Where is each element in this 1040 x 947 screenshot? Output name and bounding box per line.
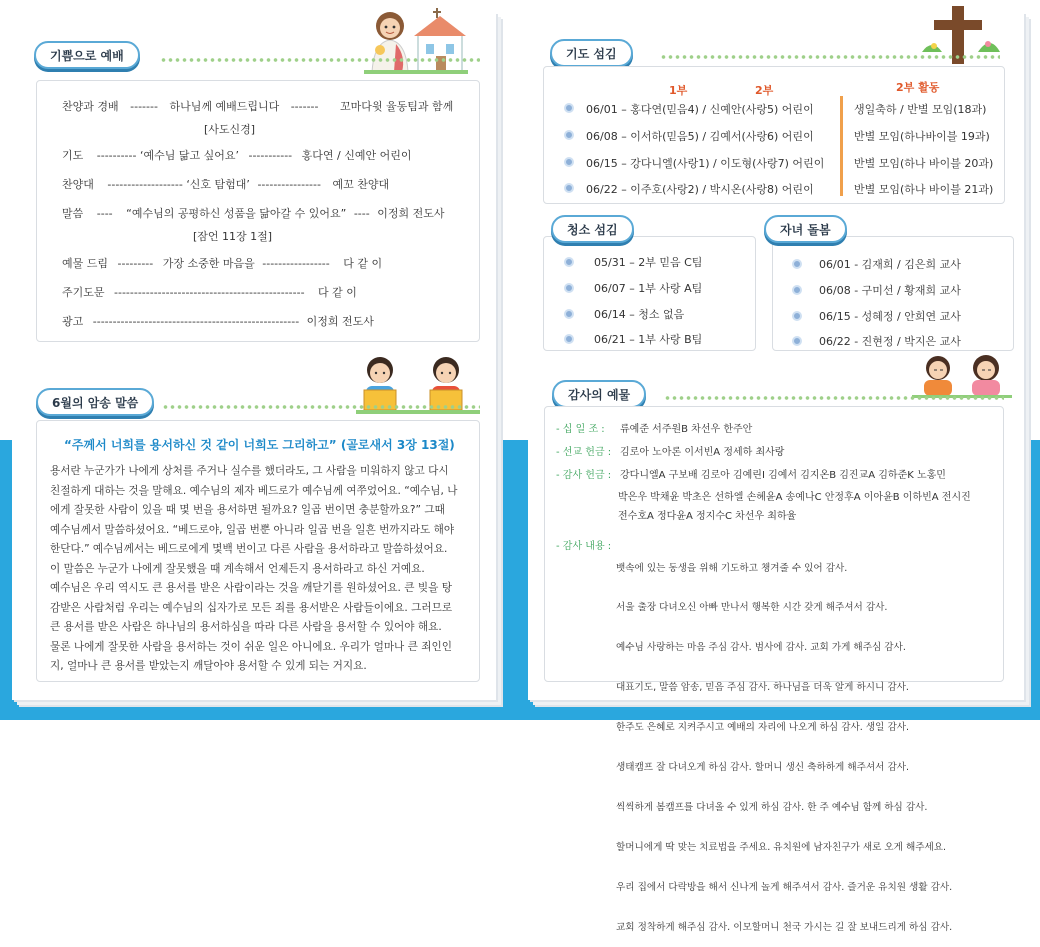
prayer-row: 06/08 – 이서하(믿음5) / 김예서(사랑6) 어린이 [586, 130, 814, 143]
mission-offering-label: - 선교 헌금 : [556, 447, 612, 458]
bullet-icon [792, 259, 802, 269]
thanks-line: 교회 정착하게 해주심 감사. 이모할머니 천국 가시는 길 잘 보내드리게 하심 감사. [616, 921, 953, 933]
worship-row-middle: “예수님의 공평하신 성품을 닮아갈 수 있어요” [126, 207, 347, 220]
worship-row-label: 기도 [62, 149, 84, 162]
verse-line: 친절하게 대하는 것을 말해요. 예수님의 제자 베드로가 예수님께 여쭈었어요. “예수님, 나 [50, 484, 458, 497]
thanks-line: 대표기도, 말씀 암송, 믿음 주심 감사. 하나님을 더욱 알게 하시니 감사. [616, 682, 909, 694]
worship-row-right: 이정희 전도사 [377, 207, 445, 220]
prayer-activity: 반별 모임(하나바이블 19과) [854, 130, 990, 143]
verse-line: 감받은 사람처럼 우리는 예수님의 십자가로 모든 죄를 용서받은 사람들이에요. 그러므로 [50, 601, 453, 614]
gratitude-dotted-line [664, 393, 1004, 403]
care-row: 06/01 - 김재희 / 김은희 교사 [819, 258, 961, 271]
thanks-line: 뱃속에 있는 동생을 위해 기도하고 챙겨줄 수 있어 감사. [616, 562, 848, 574]
worship-row-dash: ---- [353, 207, 370, 220]
worship-dotted-line [160, 55, 480, 65]
verse-line: 예수님께서 말씀하셨어요. “베드로야, 일곱 번뿐 아니라 일곱 번을 일흔 번까지라도 해야 [50, 523, 455, 536]
worship-row-dash: ---------- [96, 149, 137, 162]
thanks-line: 우리 집에서 다락방을 해서 신나게 놀게 해주셔서 감사. 즐거운 유치원 생활 감사. [616, 881, 953, 893]
prayer-col-head-1: 1부 [669, 84, 688, 97]
worship-row-dash: ------- [130, 100, 158, 113]
worship-row-dash: ---------------------------------------------------- [92, 315, 300, 328]
tithe-value: 류예준 서주원B 차선우 한주안 [620, 424, 753, 435]
worship-row-middle: ‘신호 탐험대’ [186, 178, 250, 191]
thanks-line: 서울 출장 다녀오신 아빠 만나서 행복한 시간 갖게 해주셔서 감사. [616, 602, 888, 614]
worship-row [62, 176, 389, 192]
care-row: 06/15 - 성혜정 / 안희연 교사 [819, 310, 961, 323]
prayer-row: 06/01 – 홍다연(믿음4) / 신예안(사랑5) 어린이 [586, 103, 814, 116]
worship-row-dash: ----------- [248, 149, 293, 162]
bullet-icon [564, 283, 574, 293]
verse-line: 지, 얼마나 큰 용서를 받았는지 깨달아야 용서할 수 있게 되는 거지요. [50, 660, 367, 672]
gratitude-section-title: 감사의 예물 [552, 380, 646, 408]
worship-row-right: 예꼬 찬양대 [332, 178, 390, 191]
prayer-section-title: 기도 섬김 [550, 39, 633, 67]
prayer-col-head-3: 2부 활동 [896, 81, 940, 94]
bullet-icon [564, 257, 574, 267]
worship-row [62, 205, 444, 221]
prayer-activity: 반별 모임(하나 바이블 20과) [854, 157, 994, 170]
worship-row-dash: --------- [117, 257, 154, 270]
bullet-icon [564, 309, 574, 319]
verse-line: 큰 용서를 받은 사람은 하나님의 용서하심을 따라 다른 사람을 용서할 수 있어야 해요. [50, 621, 442, 633]
bullet-icon [564, 103, 574, 113]
worship-row-right: 꼬마다윗 율동팀과 함께 [340, 100, 454, 113]
worship-row [62, 313, 374, 329]
worship-row-right: 다 같 이 [343, 257, 383, 270]
thanks-line: 한주도 은혜로 지켜주시고 예배의 자리에 나오게 하심 감사. 생일 감사. [616, 722, 910, 734]
bullet-icon [564, 334, 574, 344]
cleaning-row: 05/31 – 2부 믿음 C팀 [594, 256, 703, 269]
care-section-title: 자녀 돌봄 [764, 215, 847, 243]
worship-row [62, 284, 357, 300]
prayer-dotted-line [660, 52, 1000, 62]
worship-row-label: 광고 [62, 315, 84, 328]
thanks-line: 생태캠프 잘 다녀오게 하심 감사. 할머니 생신 축하하게 해주셔서 감사. [616, 762, 910, 774]
prayer-divider [840, 96, 843, 196]
jesus-church-illustration [360, 4, 470, 76]
verse-line: 예수님은 우리 역시도 큰 용서를 받은 사람이라는 것을 깨닫기를 원하셨어요. 큰 빚을 탕 [50, 582, 452, 594]
worship-row-label: 찬양대 [62, 178, 94, 191]
thanks-offering-value: 강다니엘A 구보배 김로아 김예린I 김예서 김지온B 김진교A 김하준K 노홍민 [620, 470, 946, 481]
verse-line: 물론 나에게 잘못한 사람을 용서하는 것이 쉬운 일은 아니에요. 우리가 얼마나 큰 죄인인 [50, 640, 452, 653]
thanks-offering-value-cont: 전수호A 정다윤A 정지수C 차선우 최하율 [618, 511, 797, 522]
worship-row-middle: ‘예수님 닮고 싶어요’ [139, 149, 239, 162]
cleaning-row: 06/21 – 1부 사랑 B팀 [594, 333, 703, 346]
worship-row-dash: ----------------- [262, 257, 330, 270]
worship-row-middle: 가장 소중한 마음을 [162, 257, 255, 270]
bullet-icon [564, 183, 574, 193]
worship-note: [잠언 11장 1절] [193, 230, 273, 243]
bullet-icon [564, 130, 574, 140]
thanks-line: 예수님 사랑하는 마음 주심 감사. 범사에 감사. 교회 가게 해주심 감사. [616, 642, 906, 654]
worship-note: [사도신경] [204, 123, 256, 136]
worship-row-dash: ------- [290, 100, 319, 113]
bullet-icon [792, 336, 802, 346]
prayer-col-head-2: 2부 [755, 84, 774, 97]
thanks-content [616, 535, 952, 947]
prayer-row: 06/15 – 강다니엘(사랑1) / 이도형(사랑7) 어린이 [586, 157, 825, 170]
verse-dotted-line [162, 402, 480, 412]
verse-section-title: 6월의 암송 말씀 [36, 388, 154, 416]
cleaning-row: 06/07 – 1부 사랑 A팀 [594, 282, 703, 295]
thanks-content-label: - 감사 내용 : [556, 541, 612, 552]
bullet-icon [564, 157, 574, 167]
verse-body [50, 462, 474, 677]
worship-row-right: 이정희 전도사 [306, 315, 374, 328]
prayer-activity: 반별 모임(하나 바이블 21과) [854, 183, 994, 196]
worship-row-label: 말씀 [62, 207, 84, 220]
worship-row-dash: ---- [96, 207, 113, 220]
cleaning-row: 06/14 – 청소 없음 [594, 308, 685, 321]
verse-line: 용서란 누군가가 나에게 상처를 주거나 실수를 했더라도, 그 사람을 미워하지 않고 다시 [50, 465, 449, 477]
verse-title: “주께서 너희를 용서하신 것 같이 너희도 그리하고” (골로새서 3장 13절) [64, 438, 455, 452]
worship-row-dash: ------------------- [107, 178, 183, 191]
worship-row-label: 주기도문 [62, 286, 105, 299]
worship-row [62, 147, 411, 163]
mission-offering-value: 김로아 노아론 이서빈A 정세하 최사랑 [620, 447, 785, 458]
worship-row-right: 홍다연 / 신예안 어린이 [301, 149, 412, 162]
praying-kids-illustration [912, 352, 1012, 398]
bullet-icon [792, 285, 802, 295]
verse-line: 이 말씀은 누군가 나에게 잘못했을 때 계속해서 언제든지 용서하라고 하신 거예요. [50, 562, 425, 575]
worship-section-title: 기쁨으로 예배 [34, 41, 140, 69]
worship-row-middle: 하나님께 예배드립니다 [169, 100, 280, 113]
tithe-label: - 십 일 조 : [556, 424, 605, 435]
worship-row-label: 예물 드림 [62, 257, 109, 270]
prayer-row: 06/22 – 이주호(사랑2) / 박시온(사랑8) 어린이 [586, 183, 814, 196]
thanks-offering-label: - 감사 헌금 : [556, 470, 612, 481]
worship-row [62, 98, 453, 114]
worship-row-dash: ------------------------------------------------ [114, 286, 305, 299]
care-row: 06/22 - 진현정 / 박지은 교사 [819, 335, 961, 348]
verse-line: 한단다.” 예수님께서는 베드로에게 몇백 번이고 다른 사람을 용서하라고 말씀하셨어요. [50, 543, 448, 555]
worship-row [62, 255, 382, 271]
bullet-icon [792, 311, 802, 321]
verse-line: 에게 잘못한 사람이 있을 때 몇 번을 용서하면 될까요? 일곱 번이면 충분할까요?” 그때 [50, 504, 445, 516]
cleaning-section-title: 청소 섬김 [551, 215, 634, 243]
worship-row-label: 찬양과 경배 [62, 100, 119, 113]
thanks-line: 할머니에게 딱 맞는 치료법을 주세요. 유치원에 남자친구가 새로 오게 해주세요. [616, 841, 947, 853]
worship-row-dash: ---------------- [257, 178, 321, 191]
care-row: 06/08 - 구미선 / 황재희 교사 [819, 284, 961, 297]
worship-row-right: 다 같 이 [318, 286, 357, 299]
thanks-offering-value-cont: 박은우 박채윤 박초은 선하엘 손혜윤A 송예나C 안정후A 이아윤B 이하빈A 전시진 [618, 492, 971, 503]
thanks-line: 씩씩하게 봄캠프를 다녀올 수 있게 하심 감사. 한 주 예수님 함께 하심 감사. [616, 801, 928, 813]
prayer-activity: 생일축하 / 반별 모임(18과) [854, 103, 987, 116]
